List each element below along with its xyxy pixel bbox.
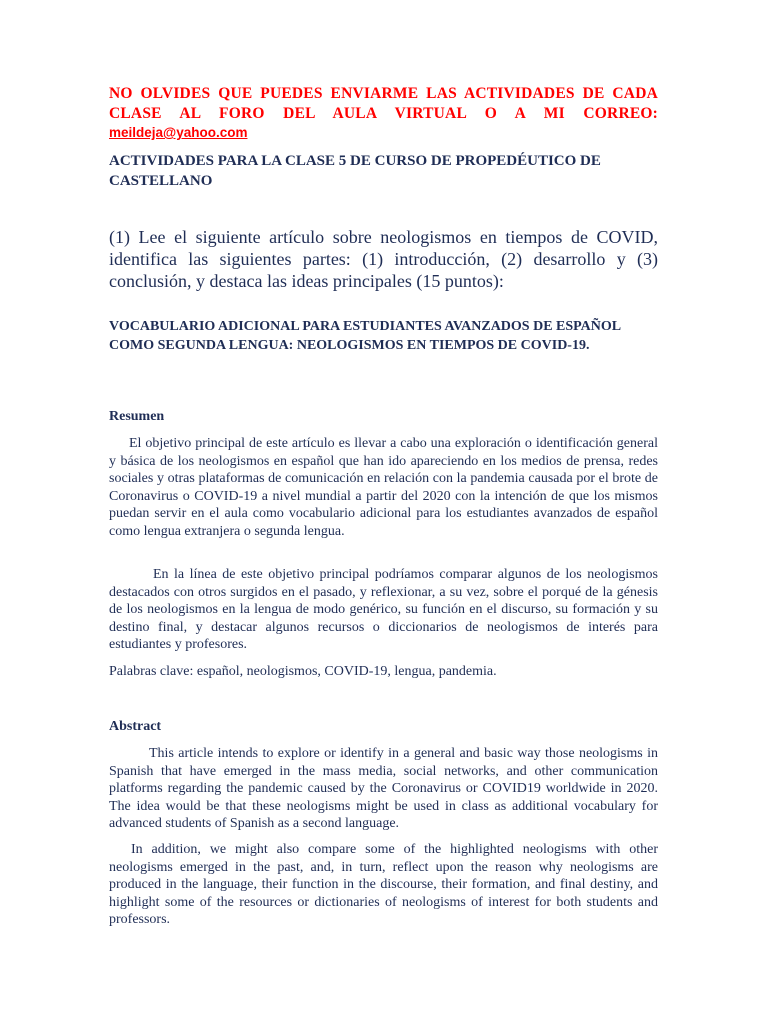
instruction-text: (1) Lee el siguiente artículo sobre neologismos en tiempos de COVID, identifica las siguientes partes: (1) introducción, (2) desarrollo y (3) conclusión, y destaca las ideas principales (15 puntos):: [109, 227, 658, 291]
abstract-paragraph-1: This article intends to explore or identify in a general and basic way those neologisms in Spanish that have emerged in the mass media, social networks, and other communication platforms regarding the pandemic caused by the Coronavirus or COVID19 worldwide in 2020. The idea would be that these neologisms might be used in class as additional vocabulary for advanced students of Spanish as a second language.: [109, 746, 658, 831]
keywords: Palabras clave: español, neologismos, COVID-19, lengua, pandemia.: [109, 664, 497, 679]
activities-title: ACTIVIDADES PARA LA CLASE 5 DE CURSO DE PROPEDÉUTICO DE CASTELLANO: [109, 153, 601, 189]
abstract-paragraph-2: In addition, we might also compare some of the highlighted neologisms with other neologisms emerged in the past, and, in turn, reflect upon the reason why neologisms are produced in the language, their function in the discourse, their formation, and final destiny, and highlight some of the resources or dictionaries of neologisms of interest for both students and professors.: [109, 842, 658, 927]
article-title: VOCABULARIO ADICIONAL PARA ESTUDIANTES AVANZADOS DE ESPAÑOL COMO SEGUNDA LENGUA: NEOLOGISMOS EN TIEMPOS DE COVID-19.: [109, 319, 621, 353]
resumen-heading: Resumen: [109, 409, 165, 424]
email-link[interactable]: meildeja@yahoo.com: [109, 125, 248, 140]
abstract-heading: Abstract: [109, 719, 162, 734]
resumen-paragraph-1: El objetivo principal de este artículo es llevar a cabo una exploración o identificación general y básica de los neologismos en español que han ido apareciendo en los medios de prensa, redes sociales y otras plataformas de comunicación en relación con la pandemia causada por el brote de Coronavirus o COVID-19 a nivel mundial a partir del 2020 con la intención de que los mismos puedan servir en el aula como vocabulario adicional para los estudiantes avanzados de español como lengua extranjera o segunda lengua.: [109, 436, 658, 539]
submission-notice: NO OLVIDES QUE PUEDES ENVIARME LAS ACTIVIDADES DE CADA CLASE AL FORO DEL AULA VIRTUAL O A MI CORREO:: [109, 85, 658, 122]
resumen-paragraph-2: En la línea de este objetivo principal podríamos comparar algunos de los neologismos destacados con otros surgidos en el pasado, y reflexionar, a su vez, sobre el porqué de la génesis de los neologismos en la lengua de modo genérico, su función en el discurso, su formación y su destino final, y destacar algunos recursos o diccionarios de neologismos de interés para estudiantes y profesores.: [109, 567, 658, 652]
